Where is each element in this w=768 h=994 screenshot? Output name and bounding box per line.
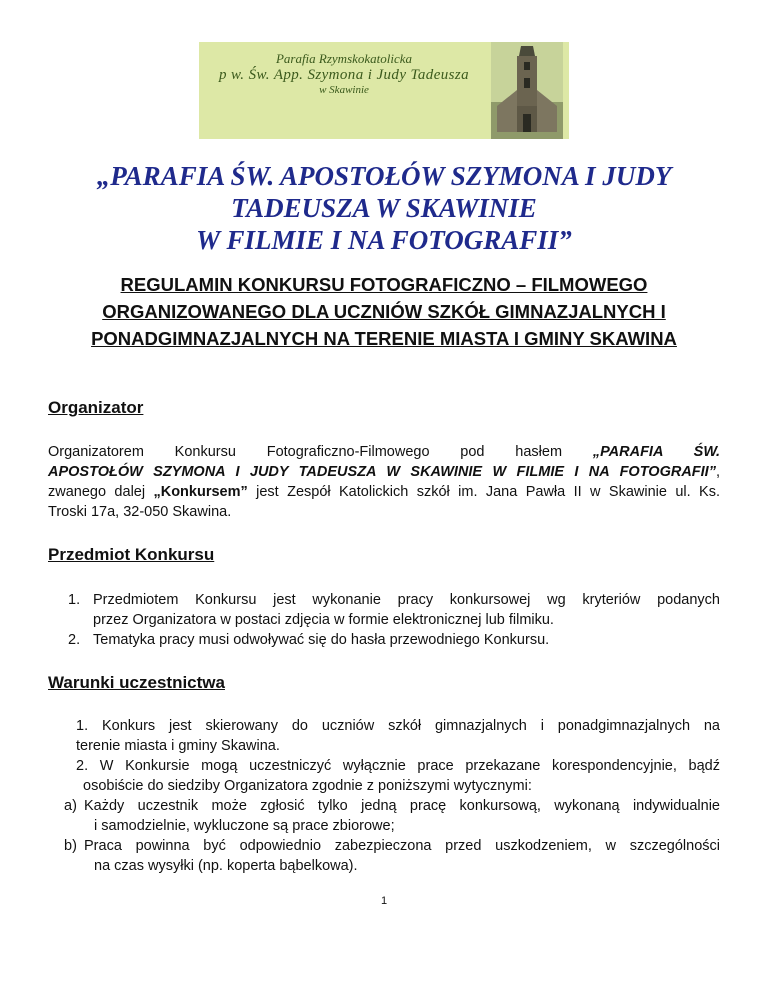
warunki-b-label: b) [64, 838, 77, 854]
regulamin-line-3: PONADGIMNAZJALNYCH NA TERENIE MIASTA I GMINY SKAWINA [91, 328, 677, 349]
page-number: 1 [380, 895, 388, 907]
warunki-item-2-line-1: 2. W Konkursie mogą uczestniczyć wyłącznie prace przekazane korespondencyjnie, bądź [76, 758, 720, 774]
warunki-b-line-2: na czas wysyłki (np. koperta bąbelkowa). [94, 858, 358, 874]
przedmiot-item-1-number: 1. [68, 592, 81, 608]
warunki-item-2-line-2: osobiście do siedziby Organizatora zgodnie z poniższymi wytycznymi: [83, 778, 532, 794]
organizator-konkurs-term: „Konkursem” [153, 484, 248, 500]
organizator-line-4: Troski 17a, 32-050 Skawina. [48, 504, 232, 520]
organizator-comma: , [715, 464, 720, 480]
banner-line-1: Parafia Rzymskokatolicka [275, 51, 413, 66]
przedmiot-item-1-line-1: Przedmiotem Konkursu jest wykonanie pracy konkursowej wg kryteriów podanych [93, 592, 720, 608]
main-title-line-3: W FILMIE I NA FOTOGRAFII” [196, 225, 572, 255]
organizator-text-3b: jest Zespół Katolickich szkół im. Jana Pawła II w Skawinie ul. Ks. [247, 484, 720, 500]
przedmiot-item-2-number: 2. [68, 632, 81, 648]
organizator-line-2 [48, 463, 720, 483]
heading-organizator: Organizator [48, 398, 144, 417]
church-tower-image [491, 42, 563, 139]
main-title-line-1: „PARAFIA ŚW. APOSTOŁÓW SZYMONA I JUDY [96, 161, 672, 191]
organizator-slogan-1: „PARAFIA ŚW. [592, 444, 720, 460]
warunki-b-line-1: Praca powinna być odpowiednio zabezpieczona przed uszkodzeniem, w szczególności [84, 838, 720, 854]
warunki-item-1-line-1: 1. Konkurs jest skierowany do uczniów szkół gimnazjalnych i ponadgimnazjalnych na [76, 718, 720, 734]
main-title-line-2: TADEUSZA W SKAWINIE [231, 193, 537, 223]
organizator-line-3 [48, 483, 720, 503]
banner-line-2: p w. Św. App. Szymona i Judy Tadeusza [218, 67, 470, 83]
warunki-a-line-2: i samodzielnie, wykluczone są prace zbiorowe; [94, 818, 395, 834]
parish-banner [199, 42, 569, 139]
regulamin-line-1: REGULAMIN KONKURSU FOTOGRAFICZNO – FILMOWEGO [120, 274, 648, 295]
warunki-a-label: a) [64, 798, 77, 814]
banner-text [199, 52, 489, 97]
regulamin-line-2: ORGANIZOWANEGO DLA UCZNIÓW SZKÓŁ GIMNAZJALNYCH I [102, 301, 666, 322]
organizator-slogan-2: APOSTOŁÓW SZYMONA I JUDY TADEUSZA W SKAWINIE W FILMIE I NA FOTOGRAFII” [48, 464, 716, 480]
warunki-item-1-line-2: terenie miasta i gminy Skawina. [76, 738, 280, 754]
organizator-line-1 [48, 443, 720, 463]
heading-przedmiot: Przedmiot Konkursu [48, 545, 215, 564]
banner-line-3: w Skawinie [319, 84, 369, 96]
organizator-text-1: Organizatorem Konkursu Fotograficzno-Filmowego pod hasłem [48, 444, 593, 460]
przedmiot-item-1-line-2: przez Organizatora w postaci zdjęcia w formie elektronicznej lub filmiku. [93, 612, 554, 628]
warunki-a-line-1: Każdy uczestnik może zgłosić tylko jedną pracę konkursową, wykonaną indywidualnie [84, 798, 720, 814]
przedmiot-item-2-line-1: Tematyka pracy musi odwoływać się do hasła przewodniego Konkursu. [93, 632, 550, 648]
heading-warunki: Warunki uczestnictwa [48, 673, 225, 692]
organizator-text-3a: zwanego dalej [48, 484, 154, 500]
